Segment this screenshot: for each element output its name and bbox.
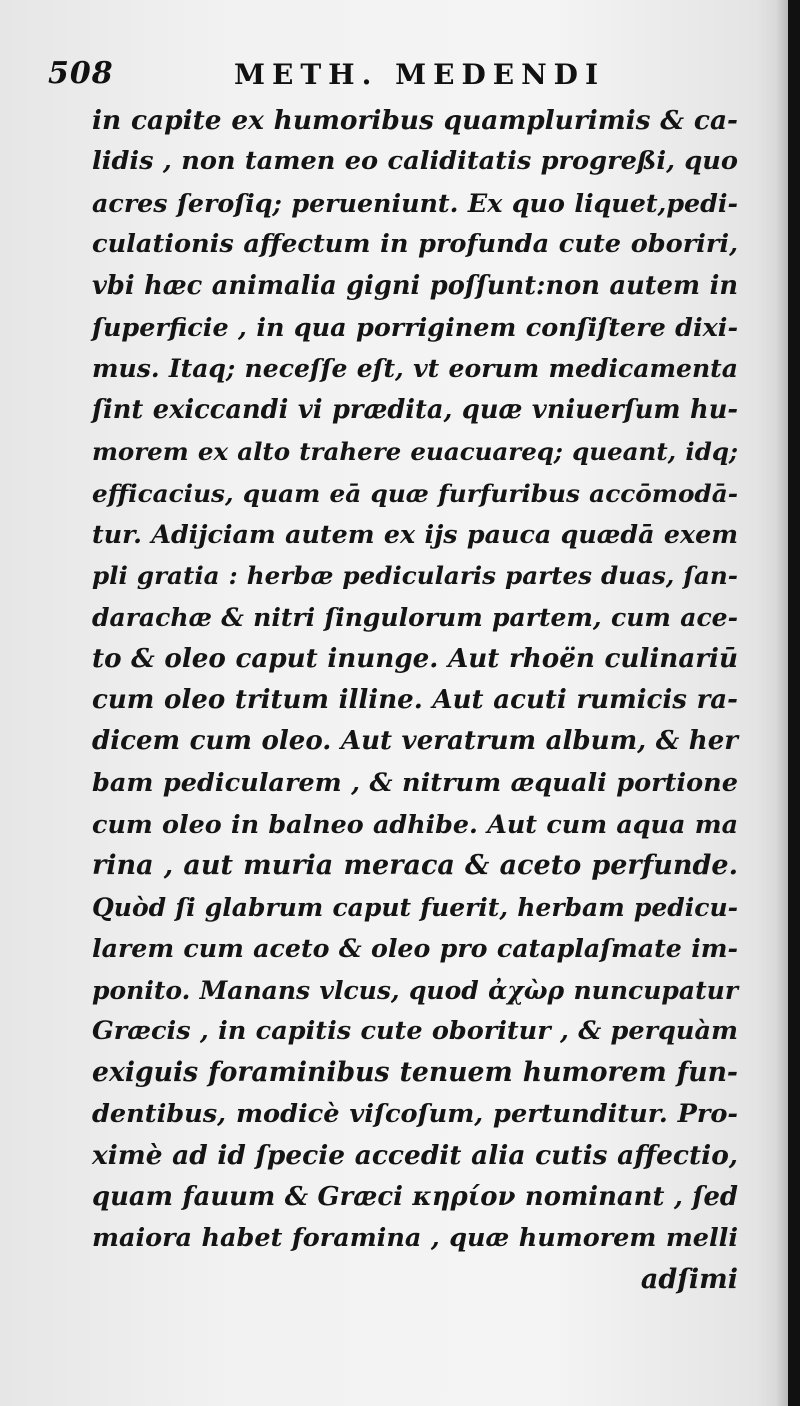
text-line: ponito. Manans vlcus, quod ἀχὼρ nuncupatur [92, 975, 738, 1005]
text-line: tur. Adijciam autem ex ijs pauca quædā exem [92, 519, 738, 550]
text-line: pli gratia : herbæ pedicularis partes duas, ſan- [92, 561, 738, 591]
scan-border [788, 0, 800, 1406]
text-line: mus. Itaq; neceſſe eſt, vt eorum medicamenta [92, 353, 738, 384]
text-line: maiora habet foramina , quæ humorem melli [92, 1222, 738, 1253]
text-line: ximè ad id ſpecie accedit alia cutis affectio, [92, 1140, 738, 1172]
text-line: darachæ & nitri ſingulorum partem, cum ace- [92, 601, 738, 632]
text-line: bam pedicularem , & nitrum æquali portione [92, 767, 738, 798]
text-line: quam fauum & Græci κηρίον nominant , ſed [92, 1181, 738, 1212]
text-line: culationis affectum in profunda cute oboriri, [92, 229, 738, 260]
page-edge-shadow [776, 0, 788, 1406]
text-line: dentibus, modicè viſcoſum, pertunditur. Pro- [92, 1098, 738, 1129]
text-line: dicem cum oleo. Aut veratrum album, & her [92, 726, 738, 757]
text-line: Quòd ſi glabrum caput fuerit, herbam pedicu- [92, 892, 738, 922]
text-line: morem ex alto trahere euacuareq; queant, idq; [92, 437, 738, 467]
text-line: cum oleo in balneo adhibe. Aut cum aqua ma [92, 808, 738, 839]
text-line: ſuperficie , in qua porriginem conſiſtere dixi- [92, 312, 738, 343]
text-line: exiguis foraminibus tenuem humorem fun- [92, 1057, 738, 1089]
page-header [48, 52, 738, 92]
text-line: Græcis , in capitis cute oboritur , & perquàm [92, 1015, 738, 1046]
text-line: cum oleo tritum illine. Aut acuti rumicis ra- [92, 684, 738, 715]
text-line: in capite ex humoribus quamplurimis & ca- [92, 105, 738, 136]
running-head: METH. MEDENDI [234, 58, 606, 91]
text-line: to & oleo caput inunge. Aut rhoën culinariū [92, 643, 738, 675]
text-line: rina , aut muria meraca & aceto perfunde. [92, 850, 738, 882]
text-line: vbi hæc animalia gigni poſſunt:non autem in [92, 270, 738, 301]
body-text [92, 100, 738, 1301]
text-line: acres ſeroſiq; perueniunt. Ex quo liquet,pedi- [92, 187, 738, 218]
text-line: lidis , non tamen eo caliditatis progreßi, quo [92, 146, 738, 177]
text-line: larem cum aceto & oleo pro cataplaſmate im- [92, 933, 738, 964]
text-line: ſint exiccandi vi prædita, quæ vniuerſum hu- [92, 394, 738, 425]
page-number: 508 [48, 56, 114, 91]
text-line: efficacius, quam eā quæ furfuribus accōmodā- [92, 478, 738, 508]
catchword: adſimi [640, 1264, 738, 1296]
